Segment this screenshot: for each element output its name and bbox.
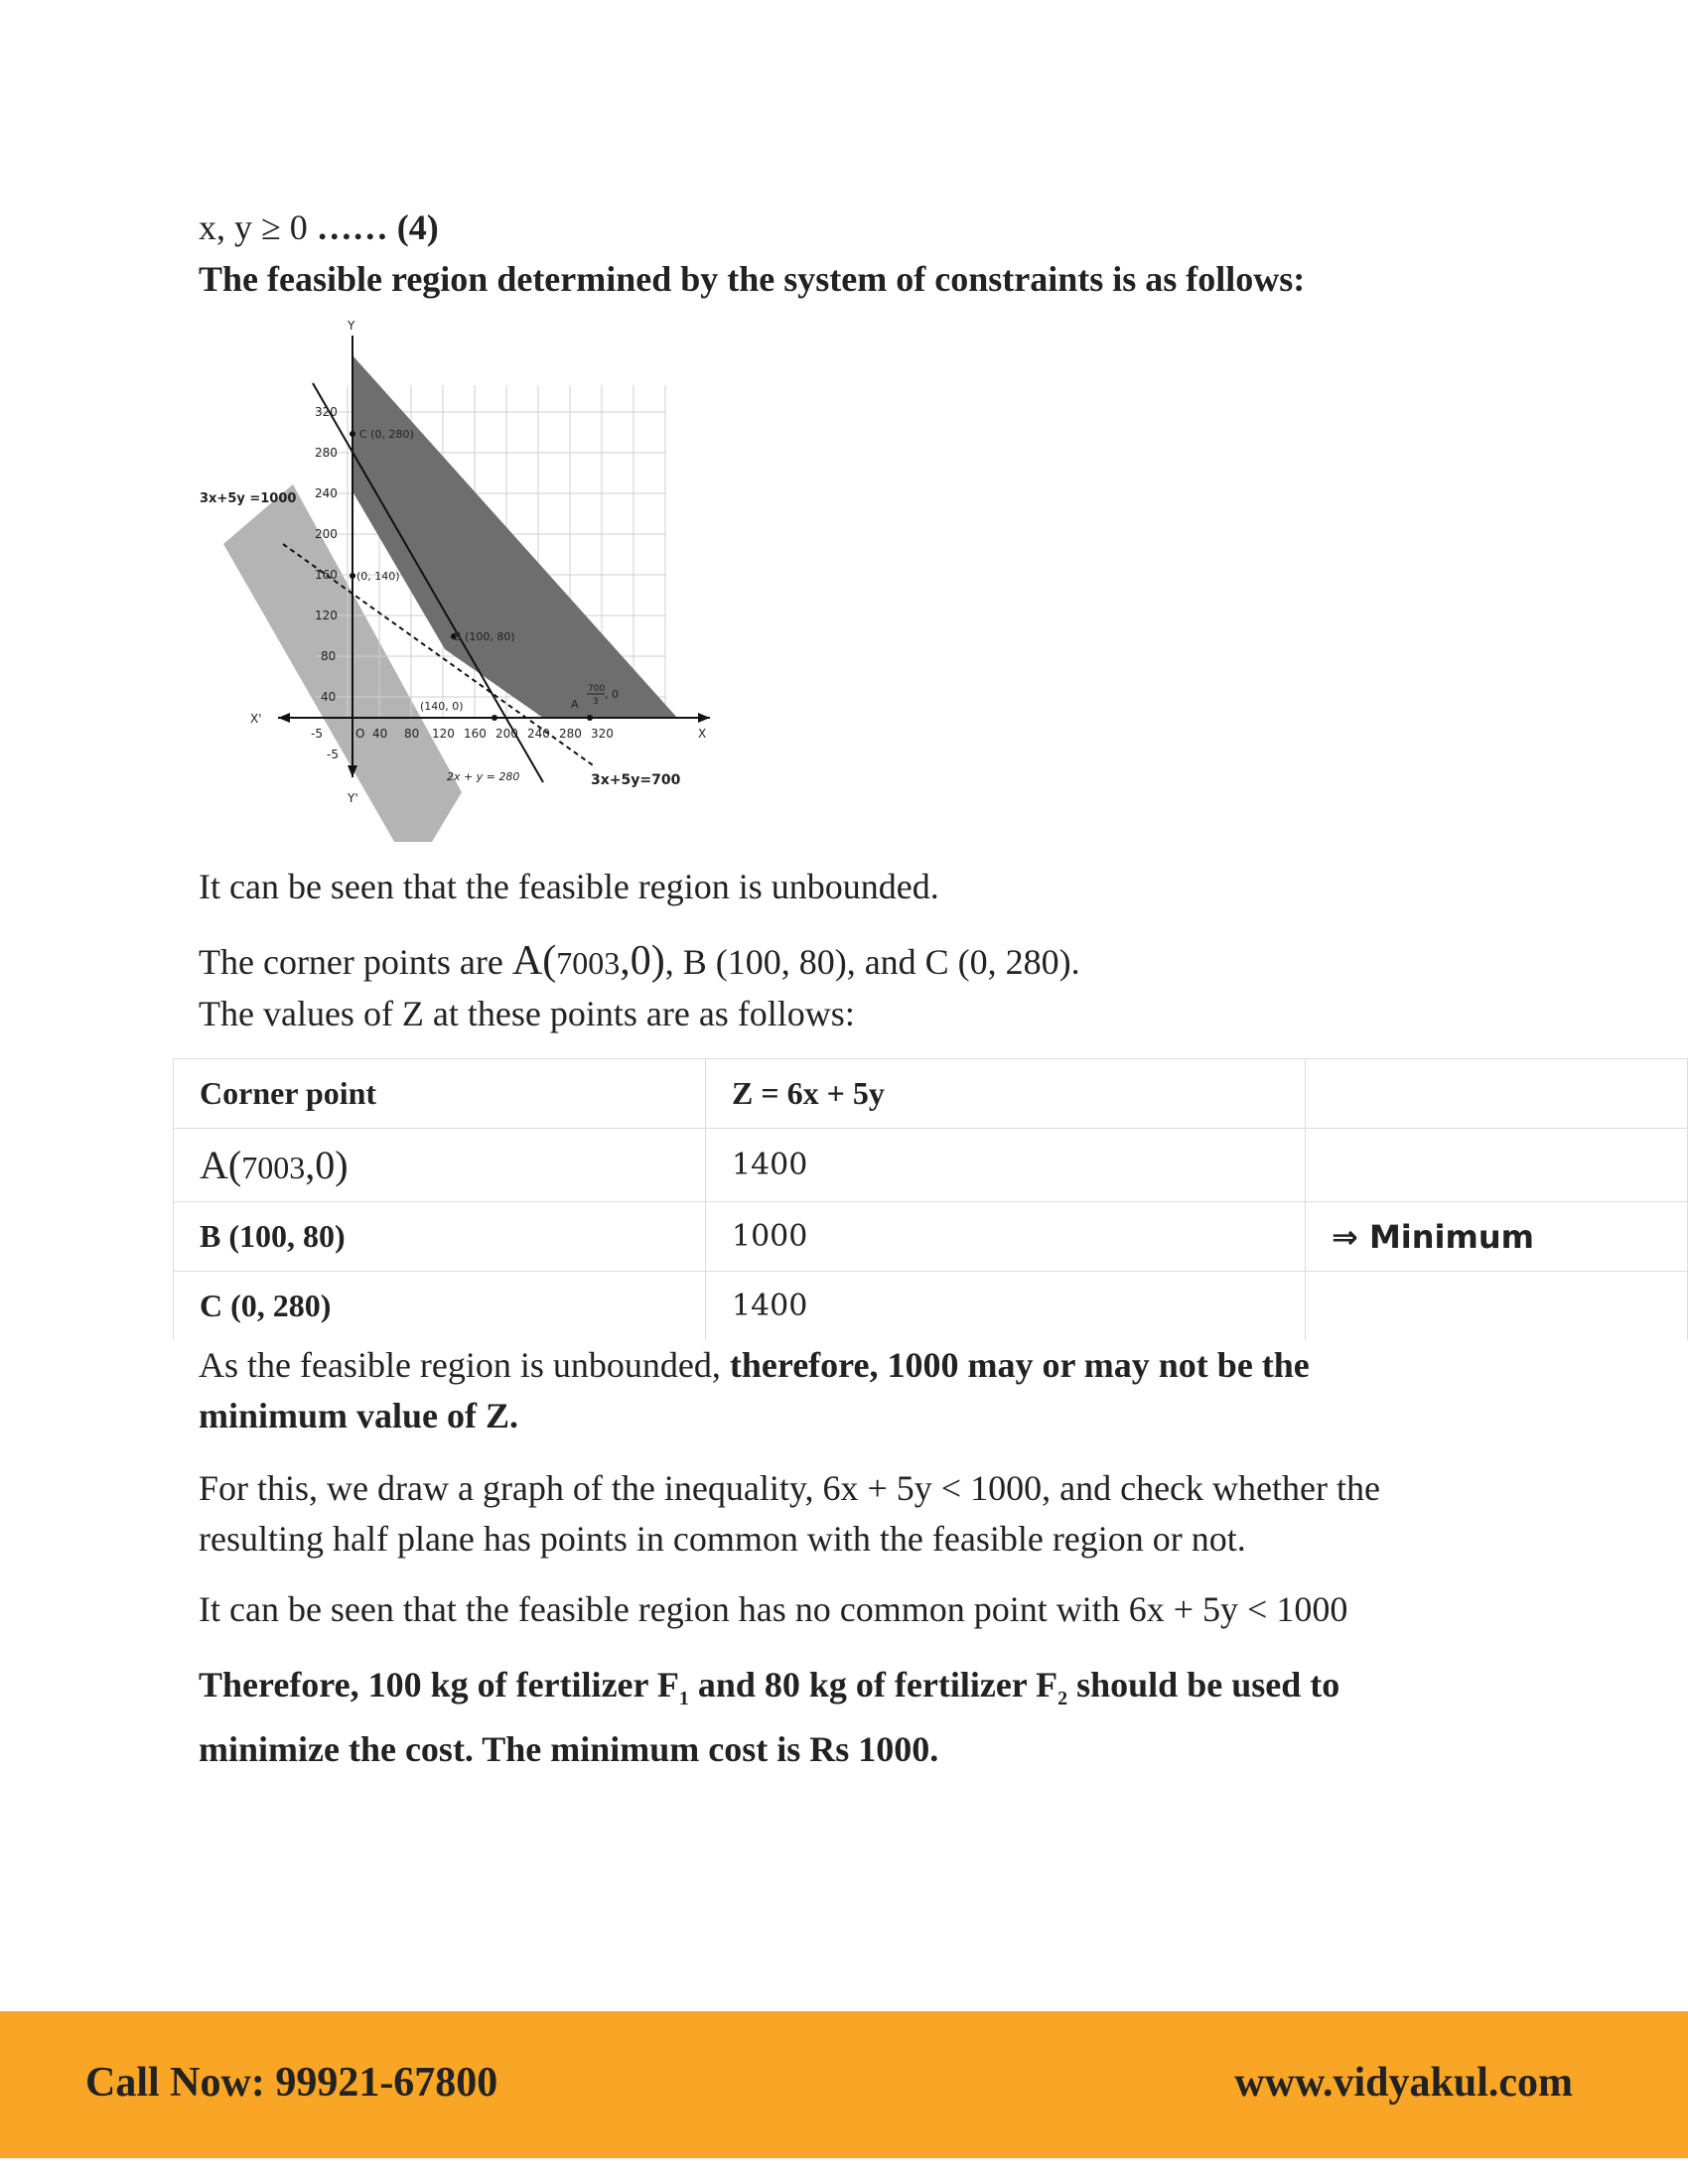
point-label-a-den: 3	[593, 697, 599, 707]
corner-point-table	[173, 1058, 1688, 1340]
corner-post: , B (100, 80), and C (0, 280).	[664, 942, 1080, 982]
line-label-2x-y-280: 2x + y = 280	[447, 770, 520, 783]
draw-line-2: resulting half plane has points in common with the feasible region or not.	[199, 1519, 1246, 1559]
para-values: The values of Z at these points are as follows:	[199, 994, 855, 1033]
para-draw-graph	[199, 1463, 1450, 1565]
x-tick-label: 200	[495, 727, 518, 741]
point-140-0	[492, 715, 497, 721]
footer-website-link[interactable]: www.vidyakul.com	[1234, 2060, 1573, 2106]
graph-heading: The feasible region determined by the system of constraints is as follows:	[199, 259, 1306, 299]
y-tick-label: 200	[315, 527, 338, 541]
x-tick-label: 40	[372, 727, 388, 741]
y-tick-label: 80	[321, 649, 337, 663]
table-cell-note	[1306, 1272, 1688, 1341]
unbounded-bold-2: minimum value of Z.	[199, 1396, 519, 1435]
axis-label-y-neg: Y'	[348, 791, 358, 805]
table-header: Corner point	[174, 1059, 706, 1129]
y-tick-label: 120	[315, 609, 338, 622]
para-no-common: It can be seen that the feasible region has no common point with 6x + 5y < 1000	[199, 1589, 1348, 1629]
axis-label-y: Y	[348, 319, 355, 333]
x-tick-label: -5	[311, 727, 323, 741]
table-cell-z: 1000	[706, 1202, 1306, 1272]
constraint-expr: x, y ≥ 0	[199, 207, 308, 247]
point-a-value: 7003	[241, 1150, 306, 1185]
conclusion-b: and 80 kg of fertilizer F	[688, 1665, 1058, 1705]
x-tick-label: 160	[464, 727, 487, 741]
unbounded-normal: As the feasible region is unbounded,	[199, 1345, 730, 1385]
point-label-a-zero: , 0	[605, 688, 619, 701]
point-label-140-0: (140, 0)	[420, 700, 464, 713]
point-c	[350, 431, 355, 437]
footer-call-now[interactable]: Call Now: 99921-67800	[85, 2060, 498, 2106]
footer-bar	[0, 2011, 1688, 2158]
para-conclusion	[199, 1660, 1450, 1775]
point-label-a-prefix: A	[571, 698, 579, 711]
x-tick-label: 80	[404, 727, 420, 741]
axis-label-x-neg: X'	[250, 712, 262, 726]
conclusion-a: Therefore, 100 kg of fertilizer F	[199, 1665, 679, 1705]
axis-label-x: X	[698, 727, 707, 741]
point-0-140	[350, 573, 355, 579]
point-a-close: ,0)	[305, 1143, 349, 1187]
y-tick-label: -5	[327, 748, 339, 761]
x-tick-label: 240	[527, 727, 550, 741]
line-label-3x5y-1000: 3x+5y =1000	[200, 491, 297, 506]
corner-pre: The corner points are	[199, 942, 512, 982]
x-axis-arrow	[698, 713, 710, 723]
constraint-label: (4)	[396, 207, 439, 247]
y-tick-label: 320	[315, 405, 338, 419]
conclusion-sub-1: 1	[678, 1688, 689, 1710]
table-cell-point: C (0, 280)	[174, 1272, 706, 1341]
table-cell-z: 1400	[706, 1129, 1306, 1202]
axis-label-origin: O	[355, 727, 365, 741]
para-unbounded-minimum	[199, 1340, 1450, 1441]
point-label-c: C (0, 280)	[359, 428, 414, 441]
y-tick-label: 40	[321, 690, 337, 704]
y-tick-label: 280	[315, 446, 338, 460]
para-unbounded: It can be seen that the feasible region is unbounded.	[199, 867, 939, 906]
x-tick-label: 280	[559, 727, 582, 741]
table-cell-z: 1400	[706, 1272, 1306, 1341]
table-cell-point: B (100, 80)	[174, 1202, 706, 1272]
table-cell-note	[1306, 1129, 1688, 1202]
y-tick-label: 240	[315, 486, 338, 500]
line-label-3x5y-700: 3x+5y=700	[591, 772, 681, 788]
y-tick-label: 160	[315, 568, 338, 582]
x-tick-label: 120	[432, 727, 455, 741]
table-cell-note: ⇒ Minimum	[1306, 1202, 1688, 1272]
conclusion-line-2: minimize the cost. The minimum cost is Rs 1000.	[199, 1729, 939, 1770]
corner-a-value: 7003	[556, 945, 621, 981]
table-cell-point	[174, 1129, 706, 1202]
table-header	[1306, 1059, 1688, 1129]
table-row	[174, 1272, 1688, 1341]
table-row	[174, 1202, 1688, 1272]
feasible-region-graph	[194, 316, 730, 842]
point-label-b: B (100, 80)	[454, 630, 515, 643]
conclusion-sub-2: 2	[1057, 1688, 1068, 1710]
para-corner-points	[199, 937, 1080, 985]
table-row	[174, 1129, 1688, 1202]
table-header-row	[174, 1059, 1688, 1129]
point-label-a-num: 700	[588, 684, 606, 694]
constraint-dots: ……	[316, 207, 388, 247]
point-a-open: A(	[200, 1143, 242, 1187]
corner-a-close: ,0)	[620, 938, 665, 984]
x-tick-label: 320	[591, 727, 614, 741]
point-a	[587, 715, 593, 721]
point-label-0-140: (0, 140)	[356, 570, 400, 583]
table-header: Z = 6x + 5y	[706, 1059, 1306, 1129]
unbounded-bold-1: therefore, 1000 may or may not be the	[729, 1345, 1310, 1385]
corner-a-open: A(	[511, 938, 557, 984]
conclusion-c: should be used to	[1067, 1665, 1340, 1705]
x-neg-arrow	[278, 713, 290, 723]
constraint-line	[199, 206, 439, 248]
draw-line-1: For this, we draw a graph of the inequality, 6x + 5y < 1000, and check whether the	[199, 1468, 1380, 1508]
